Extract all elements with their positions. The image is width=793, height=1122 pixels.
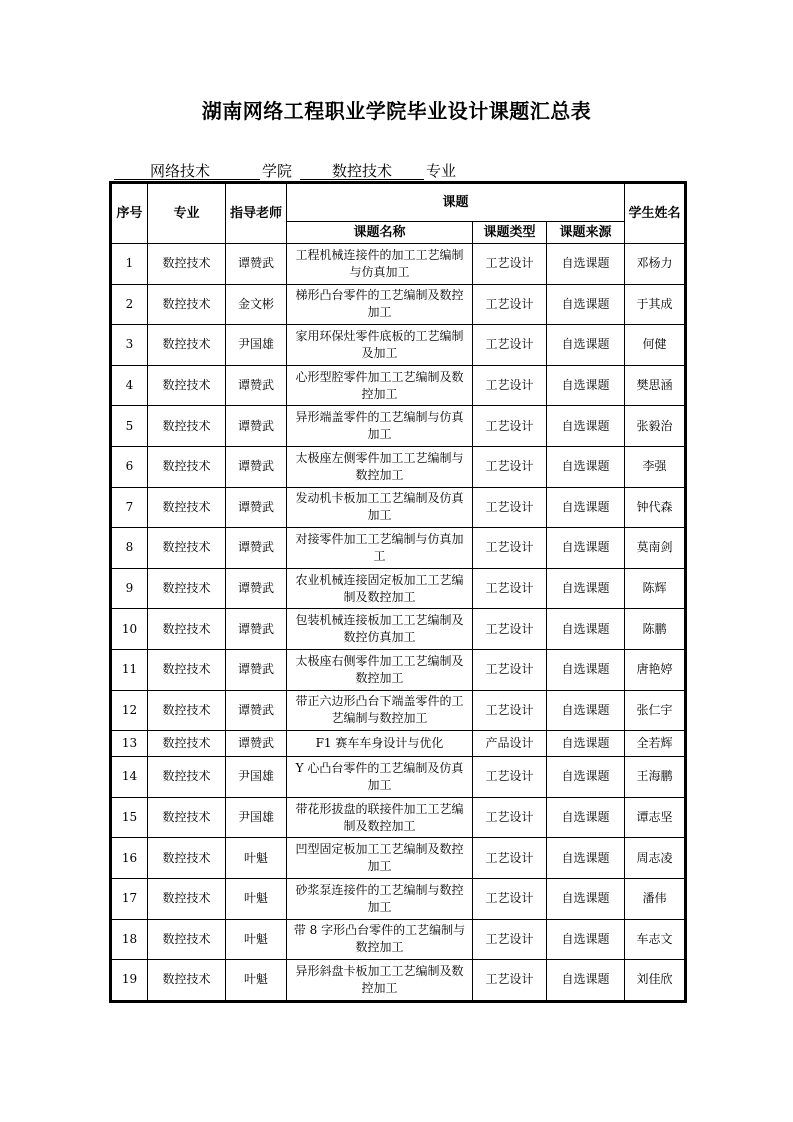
row-number: 19 [112, 960, 148, 1001]
row-student: 于其成 [625, 284, 685, 325]
row-type: 工艺设计 [473, 244, 547, 285]
row-source: 自选课题 [547, 960, 625, 1001]
department-line [114, 160, 694, 182]
row-student: 张毅治 [625, 406, 685, 447]
row-topic: 包装机械连接板加工工艺编制及数控仿真加工 [287, 609, 473, 650]
row-topic: 带 8 字形凸台零件的工艺编制与数控加工 [287, 919, 473, 960]
row-advisor: 谭赞武 [226, 487, 287, 528]
row-major: 数控技术 [148, 731, 226, 757]
row-student: 张仁宇 [625, 690, 685, 731]
row-topic: 太极座左侧零件加工工艺编制与数控加工 [287, 446, 473, 487]
row-type: 工艺设计 [473, 528, 547, 569]
row-student: 唐艳婷 [625, 649, 685, 690]
row-topic: 异形斜盘卡板加工工艺编制及数控加工 [287, 960, 473, 1001]
row-type: 工艺设计 [473, 757, 547, 798]
row-number: 9 [112, 568, 148, 609]
table-row [112, 487, 685, 528]
row-source: 自选课题 [547, 406, 625, 447]
row-advisor: 叶魁 [226, 878, 287, 919]
row-number: 11 [112, 649, 148, 690]
row-advisor: 叶魁 [226, 919, 287, 960]
row-advisor: 金文彬 [226, 284, 287, 325]
row-topic: F1 赛车车身设计与优化 [287, 731, 473, 757]
row-student: 陈鹏 [625, 609, 685, 650]
header-major: 专业 [148, 184, 226, 244]
row-source: 自选课题 [547, 919, 625, 960]
row-type: 工艺设计 [473, 446, 547, 487]
major-suffix: 专业 [426, 162, 457, 180]
header-topic-name: 课题名称 [287, 222, 473, 244]
row-student: 谭志坚 [625, 797, 685, 838]
table-row [112, 838, 685, 879]
row-advisor: 尹国雄 [226, 757, 287, 798]
college-suffix: 学院 [262, 162, 293, 180]
row-advisor: 谭赞武 [226, 446, 287, 487]
row-source: 自选课题 [547, 528, 625, 569]
row-topic: Y 心凸台零件的工艺编制及仿真加工 [287, 757, 473, 798]
row-number: 13 [112, 731, 148, 757]
row-student: 潘伟 [625, 878, 685, 919]
row-source: 自选课题 [547, 690, 625, 731]
table-row [112, 757, 685, 798]
row-source: 自选课题 [547, 757, 625, 798]
table-row [112, 609, 685, 650]
topics-table [111, 183, 685, 1001]
table-row [112, 649, 685, 690]
row-type: 工艺设计 [473, 406, 547, 447]
row-major: 数控技术 [148, 568, 226, 609]
row-number: 17 [112, 878, 148, 919]
row-source: 自选课题 [547, 284, 625, 325]
row-number: 14 [112, 757, 148, 798]
row-type: 工艺设计 [473, 838, 547, 879]
row-type: 工艺设计 [473, 690, 547, 731]
row-type: 工艺设计 [473, 649, 547, 690]
row-type: 工艺设计 [473, 919, 547, 960]
row-student: 王海鹏 [625, 757, 685, 798]
row-major: 数控技术 [148, 446, 226, 487]
row-major: 数控技术 [148, 244, 226, 285]
row-type: 工艺设计 [473, 365, 547, 406]
row-advisor: 谭赞武 [226, 406, 287, 447]
table-row [112, 731, 685, 757]
row-type: 工艺设计 [473, 960, 547, 1001]
row-major: 数控技术 [148, 325, 226, 366]
row-topic: 心形型腔零件加工工艺编制及数控加工 [287, 365, 473, 406]
row-student: 莫南剑 [625, 528, 685, 569]
row-topic: 异形端盖零件的工艺编制与仿真加工 [287, 406, 473, 447]
header-topic-type: 课题类型 [473, 222, 547, 244]
row-topic: 工程机械连接件的加工工艺编制与仿真加工 [287, 244, 473, 285]
row-type: 工艺设计 [473, 878, 547, 919]
row-source: 自选课题 [547, 731, 625, 757]
table-row [112, 365, 685, 406]
row-source: 自选课题 [547, 244, 625, 285]
row-major: 数控技术 [148, 528, 226, 569]
table-row [112, 406, 685, 447]
row-type: 工艺设计 [473, 284, 547, 325]
header-student: 学生姓名 [625, 184, 685, 244]
row-major: 数控技术 [148, 690, 226, 731]
row-number: 1 [112, 244, 148, 285]
row-advisor: 谭赞武 [226, 365, 287, 406]
row-source: 自选课题 [547, 838, 625, 879]
table-row [112, 284, 685, 325]
table-row [112, 960, 685, 1001]
table-row [112, 919, 685, 960]
row-advisor: 尹国雄 [226, 797, 287, 838]
row-type: 工艺设计 [473, 568, 547, 609]
row-student: 樊思涵 [625, 365, 685, 406]
row-advisor: 谭赞武 [226, 649, 287, 690]
row-advisor: 谭赞武 [226, 244, 287, 285]
table-row [112, 568, 685, 609]
row-source: 自选课题 [547, 325, 625, 366]
row-type: 工艺设计 [473, 609, 547, 650]
row-topic: 对接零件加工工艺编制与仿真加工 [287, 528, 473, 569]
row-number: 6 [112, 446, 148, 487]
row-topic: 农业机械连接固定板加工工艺编制及数控加工 [287, 568, 473, 609]
table-row [112, 244, 685, 285]
table-body [112, 244, 685, 1001]
row-type: 工艺设计 [473, 797, 547, 838]
row-advisor: 叶魁 [226, 838, 287, 879]
row-topic: 带正六边形凸台下端盖零件的工艺编制与数控加工 [287, 690, 473, 731]
row-student: 陈辉 [625, 568, 685, 609]
row-major: 数控技术 [148, 919, 226, 960]
row-number: 3 [112, 325, 148, 366]
row-student: 周志凌 [625, 838, 685, 879]
document-title: 湖南网络工程职业学院毕业设计课题汇总表 [201, 99, 592, 123]
row-advisor: 尹国雄 [226, 325, 287, 366]
row-source: 自选课题 [547, 487, 625, 528]
row-source: 自选课题 [547, 568, 625, 609]
row-student: 刘佳欣 [625, 960, 685, 1001]
row-student: 车志文 [625, 919, 685, 960]
row-topic: 家用环保灶零件底板的工艺编制及加工 [287, 325, 473, 366]
row-type: 工艺设计 [473, 487, 547, 528]
row-student: 李强 [625, 446, 685, 487]
row-number: 16 [112, 838, 148, 879]
college-name: 网络技术 [150, 162, 211, 180]
row-major: 数控技术 [148, 960, 226, 1001]
row-type: 工艺设计 [473, 325, 547, 366]
row-source: 自选课题 [547, 649, 625, 690]
header-advisor: 指导老师 [226, 184, 287, 244]
row-source: 自选课题 [547, 797, 625, 838]
header-topic-source: 课题来源 [547, 222, 625, 244]
row-type: 产品设计 [473, 731, 547, 757]
row-major: 数控技术 [148, 878, 226, 919]
table-row [112, 878, 685, 919]
row-topic: 带花形拔盘的联接件加工工艺编制及数控加工 [287, 797, 473, 838]
row-number: 18 [112, 919, 148, 960]
row-source: 自选课题 [547, 609, 625, 650]
row-advisor: 谭赞武 [226, 568, 287, 609]
row-major: 数控技术 [148, 487, 226, 528]
row-major: 数控技术 [148, 609, 226, 650]
row-topic: 太极座右侧零件加工工艺编制及数控加工 [287, 649, 473, 690]
row-number: 2 [112, 284, 148, 325]
row-number: 4 [112, 365, 148, 406]
row-advisor: 谭赞武 [226, 609, 287, 650]
row-student: 邓杨力 [625, 244, 685, 285]
row-major: 数控技术 [148, 365, 226, 406]
row-advisor: 谭赞武 [226, 731, 287, 757]
row-number: 12 [112, 690, 148, 731]
row-topic: 发动机卡板加工工艺编制及仿真加工 [287, 487, 473, 528]
row-advisor: 叶魁 [226, 960, 287, 1001]
row-topic: 梯形凸台零件的工艺编制及数控加工 [287, 284, 473, 325]
row-student: 全若辉 [625, 731, 685, 757]
table-row [112, 325, 685, 366]
row-source: 自选课题 [547, 446, 625, 487]
row-major: 数控技术 [148, 406, 226, 447]
row-student: 钟代森 [625, 487, 685, 528]
row-major: 数控技术 [148, 838, 226, 879]
table-row [112, 528, 685, 569]
row-number: 8 [112, 528, 148, 569]
row-number: 5 [112, 406, 148, 447]
table-row [112, 690, 685, 731]
table-header [112, 184, 685, 244]
row-major: 数控技术 [148, 797, 226, 838]
row-major: 数控技术 [148, 649, 226, 690]
major-name: 数控技术 [332, 162, 393, 180]
header-topic: 课题 [287, 184, 625, 222]
row-source: 自选课题 [547, 878, 625, 919]
row-number: 7 [112, 487, 148, 528]
row-student: 何健 [625, 325, 685, 366]
row-topic: 凹型固定板加工工艺编制及数控加工 [287, 838, 473, 879]
row-number: 15 [112, 797, 148, 838]
row-major: 数控技术 [148, 757, 226, 798]
row-major: 数控技术 [148, 284, 226, 325]
row-advisor: 谭赞武 [226, 528, 287, 569]
row-number: 10 [112, 609, 148, 650]
row-topic: 砂浆泵连接件的工艺编制与数控加工 [287, 878, 473, 919]
row-source: 自选课题 [547, 365, 625, 406]
table-row [112, 797, 685, 838]
row-advisor: 谭赞武 [226, 690, 287, 731]
table-row [112, 446, 685, 487]
header-seq: 序号 [112, 184, 148, 244]
